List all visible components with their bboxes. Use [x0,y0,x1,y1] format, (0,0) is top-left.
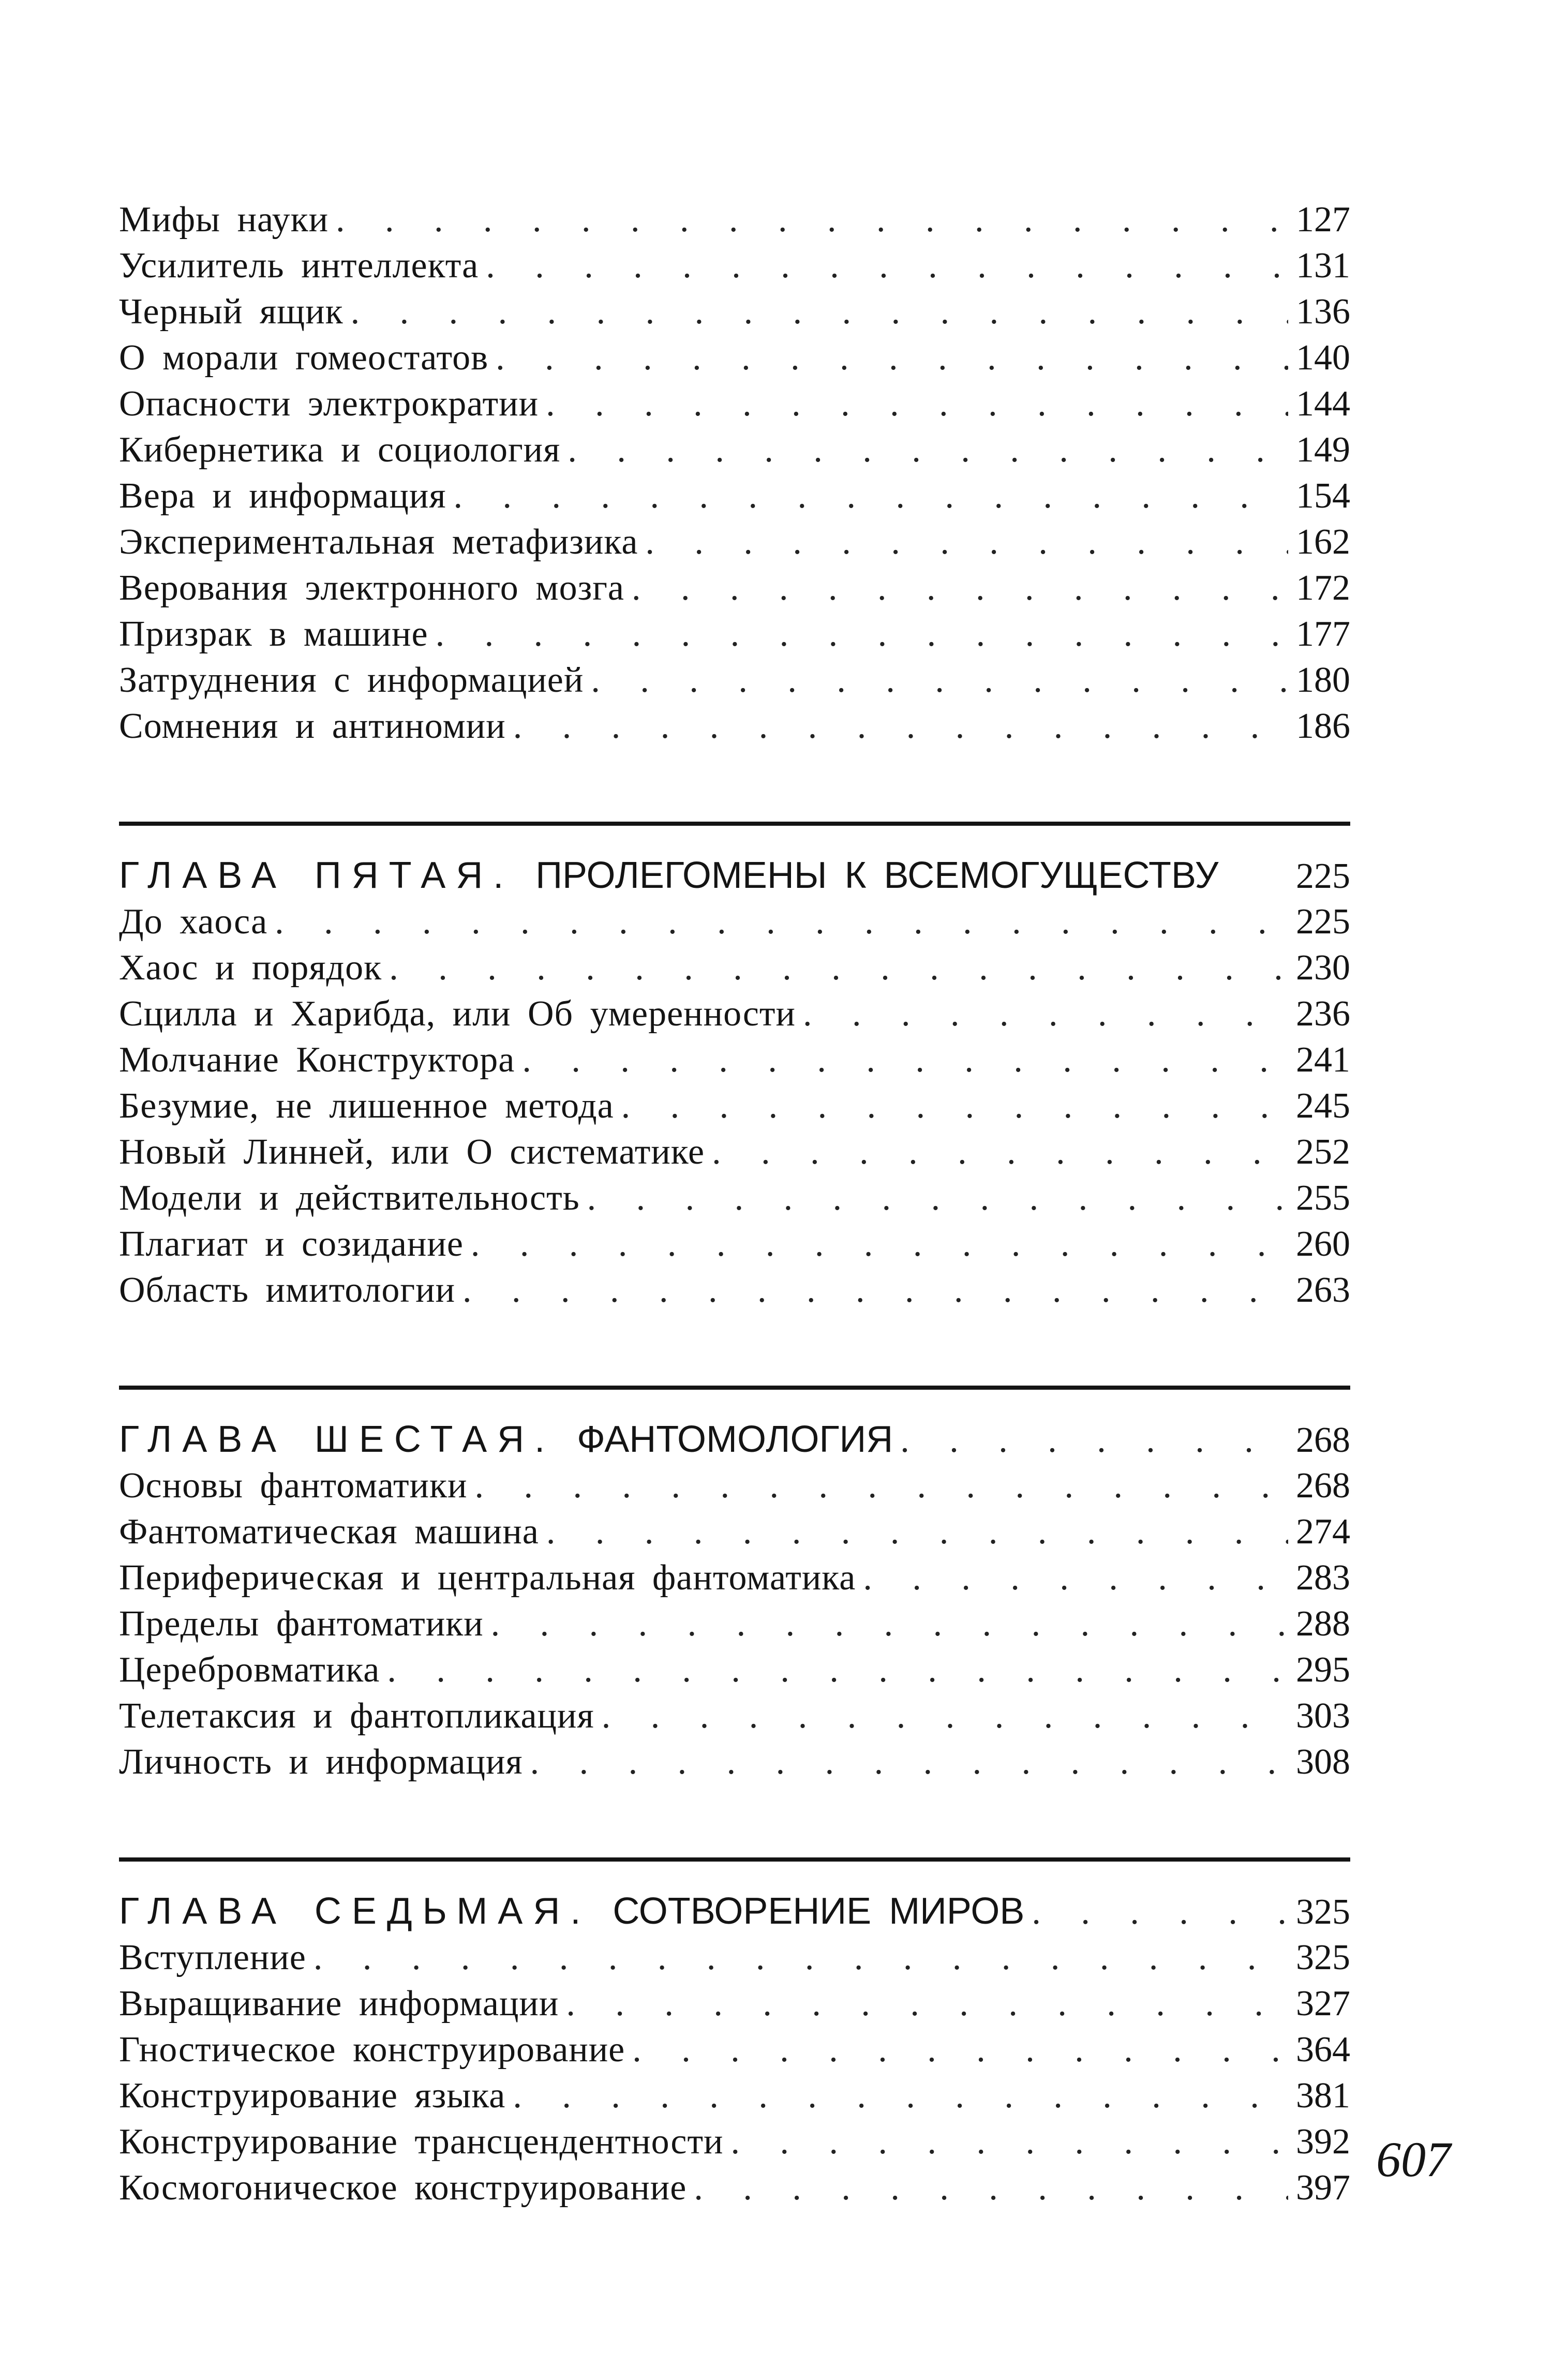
dot-leader [351,289,1288,335]
toc-entry-title: Основы фантоматики [119,1466,468,1506]
dot-leader [602,1693,1288,1739]
dot-leader [694,2165,1288,2211]
toc-section-chapter-5 [119,822,1350,1313]
toc-entry-page: 283 [1296,1558,1350,1598]
toc-entry-title: Конструирование трансцендентности [119,2122,724,2162]
toc-entry-title: Вера и информация [119,476,446,516]
toc-entry-title: Личность и информация [119,1742,523,1782]
toc-entry-title: До хаоса [119,902,268,942]
chapter-name: ПРОЛЕГОМЕНЫ К ВСЕМОГУЩЕСТВУ [535,855,1219,896]
toc-entry-page: 144 [1296,384,1350,424]
dot-leader [1032,1889,1288,1935]
toc-entry-title: Опасности электрократии [119,384,539,424]
dot-leader [436,611,1288,657]
dot-leader [454,473,1288,519]
toc-entry-title: Мифы науки [119,200,329,240]
chapter-label: ГЛАВА ПЯТАЯ. [119,855,514,896]
toc-entry-page: 381 [1296,2076,1350,2116]
toc-entry [119,611,1350,657]
toc-entry-page: 131 [1296,246,1350,286]
toc-entry [119,381,1350,427]
dot-leader [471,1221,1288,1267]
chapter-name: СОТВОРЕНИЕ МИРОВ [613,1891,1025,1932]
toc-entry [119,1267,1350,1313]
dot-leader [530,1739,1288,1785]
chapter-heading [119,1417,1350,1463]
section-divider [119,1386,1350,1390]
toc-entry [119,1083,1350,1129]
chapter-heading-title [119,853,1218,899]
toc-section-continued [119,197,1350,749]
toc-section-chapter-7 [119,1857,1350,2211]
dot-leader [491,1601,1288,1647]
toc-entry-title: Космогоническое конструирование [119,2168,687,2208]
toc-entry [119,289,1350,335]
dot-leader [712,1129,1288,1175]
toc-entry-title: Сцилла и Харибда, или Об умеренности [119,994,796,1034]
toc-entry-title: Призрак в машине [119,614,428,654]
toc-entry-title: Фантоматическая машина [119,1512,539,1552]
dot-leader [900,1417,1288,1463]
toc-entry-title: Безумие, не лишенное метода [119,1086,614,1126]
chapter-heading-title [119,1888,1024,1935]
toc-entry-title: Конструирование языка [119,2076,506,2116]
toc-entry-page: 162 [1296,522,1350,562]
toc-entry-title: Новый Линней, или О систематике [119,1132,705,1172]
toc-entry [119,565,1350,611]
toc-entry-page: 392 [1296,2122,1350,2162]
toc-entry-title: Периферическая и центральная фантоматика [119,1558,856,1598]
toc-entry-page: 136 [1296,292,1350,332]
dot-leader [275,899,1288,945]
dot-leader [336,197,1288,243]
dot-leader [462,1267,1288,1313]
dot-leader [387,1647,1288,1693]
toc-entry [119,2119,1350,2165]
dot-leader [591,657,1288,703]
toc-entry [119,243,1350,289]
dot-leader [496,335,1288,381]
section-divider [119,822,1350,826]
toc-entry [119,1037,1350,1083]
toc-entry [119,1601,1350,1647]
toc-entry-page: 397 [1296,2168,1350,2208]
toc-entry [119,1463,1350,1509]
toc-entry-page: 154 [1296,476,1350,516]
dot-leader [632,565,1288,611]
toc-entry-title: Верования электронного мозга [119,568,625,608]
toc-entry-title: Телетаксия и фантопликация [119,1696,594,1736]
toc-entry-page: 260 [1296,1224,1350,1264]
dot-leader [513,2073,1288,2119]
toc-entry [119,2165,1350,2211]
toc-entry-page: 140 [1296,338,1350,378]
toc-entry [119,2073,1350,2119]
toc-entry-title: Черный ящик [119,292,344,332]
dot-leader [621,1083,1288,1129]
toc-entry-page: 252 [1296,1132,1350,1172]
toc-entry-title: Кибернетика и социология [119,430,561,470]
toc-entry [119,1647,1350,1693]
chapter-heading [119,1888,1350,1935]
toc-entry [119,427,1350,473]
dot-leader [546,1509,1288,1555]
toc-entry-title: Выращивание информации [119,1984,559,2024]
toc-entry-title: Гностическое конструирование [119,2030,625,2070]
toc-entry-page: 268 [1296,1466,1350,1506]
dot-leader [389,945,1288,991]
dot-leader [731,2119,1288,2165]
toc-entry-title: Модели и действительность [119,1178,580,1218]
toc-entry-page: 149 [1296,430,1350,470]
toc-entry [119,1175,1350,1221]
toc-entry-page: 180 [1296,660,1350,700]
toc-entry-title: Усилитель интеллекта [119,246,479,286]
toc-entry [119,1221,1350,1267]
dot-leader [566,1981,1288,2027]
toc-entry-page: 255 [1296,1178,1350,1218]
toc-entry-page: 308 [1296,1742,1350,1782]
toc-entry-page: 274 [1296,1512,1350,1552]
toc-entry-title: О морали гомеостатов [119,338,489,378]
section-divider [119,1857,1350,1862]
toc-entry-title: Плагиат и созидание [119,1224,464,1264]
toc-entry-title: Церебровматика [119,1650,380,1690]
chapter-label: ГЛАВА СЕДЬМАЯ. [119,1891,591,1932]
toc-entry-page: 241 [1296,1040,1350,1080]
toc-section-chapter-6 [119,1386,1350,1785]
toc-entry-page: 172 [1296,568,1350,608]
toc-entry [119,473,1350,519]
toc-entry-page: 263 [1296,1270,1350,1310]
dot-leader [645,519,1288,565]
dot-leader [568,427,1288,473]
dot-leader [522,1037,1288,1083]
dot-leader [474,1463,1288,1509]
chapter-label: ГЛАВА ШЕСТАЯ. [119,1419,556,1460]
toc-entry [119,991,1350,1037]
toc-entry [119,1555,1350,1601]
toc-entry [119,1509,1350,1555]
toc-entry [119,519,1350,565]
dot-leader [486,243,1288,289]
page-number: 607 [1376,2132,1451,2187]
chapter-page: 225 [1296,856,1350,896]
toc-entry-title: Область имитологии [119,1270,456,1310]
dot-leader [632,2027,1288,2073]
toc-entry-title: Сомнения и антиномии [119,706,506,746]
toc-entry [119,899,1350,945]
toc-entry-title: Молчание Конструктора [119,1040,515,1080]
toc-entry [119,1739,1350,1785]
toc-entry-page: 364 [1296,2030,1350,2070]
table-of-contents [119,197,1350,2211]
toc-entry-page: 127 [1296,200,1350,240]
toc-entry [119,1981,1350,2027]
toc-entry-title: Вступление [119,1938,306,1977]
toc-entry-title: Пределы фантоматики [119,1604,484,1644]
toc-entry-title: Затруднения с информацией [119,660,584,700]
toc-entry [119,1129,1350,1175]
toc-entry [119,1935,1350,1981]
toc-entry [119,657,1350,703]
dot-leader [587,1175,1288,1221]
toc-entry-page: 288 [1296,1604,1350,1644]
toc-entry [119,197,1350,243]
chapter-heading [119,853,1350,899]
toc-entry-page: 245 [1296,1086,1350,1126]
toc-entry-page: 225 [1296,902,1350,942]
dot-leader [314,1935,1288,1981]
toc-entry [119,335,1350,381]
toc-entry-page: 303 [1296,1696,1350,1736]
toc-entry [119,945,1350,991]
toc-entry [119,1693,1350,1739]
toc-entry [119,2027,1350,2073]
dot-leader [863,1555,1288,1601]
dot-leader [546,381,1288,427]
dot-leader [803,991,1288,1037]
toc-entry-page: 327 [1296,1984,1350,2024]
chapter-page: 325 [1296,1892,1350,1932]
toc-entry-page: 295 [1296,1650,1350,1690]
toc-entry-title: Хаос и порядок [119,948,382,988]
toc-entry [119,703,1350,749]
toc-entry-title: Экспериментальная метафизика [119,522,638,562]
chapter-page: 268 [1296,1420,1350,1460]
toc-entry-page: 186 [1296,706,1350,746]
chapter-heading-title [119,1417,893,1463]
toc-entry-page: 177 [1296,614,1350,654]
chapter-name: ФАНТОМОЛОГИЯ [577,1419,893,1460]
dot-leader [513,703,1288,749]
toc-entry-page: 325 [1296,1938,1350,1977]
toc-entry-page: 230 [1296,948,1350,988]
toc-entry-page: 236 [1296,994,1350,1034]
